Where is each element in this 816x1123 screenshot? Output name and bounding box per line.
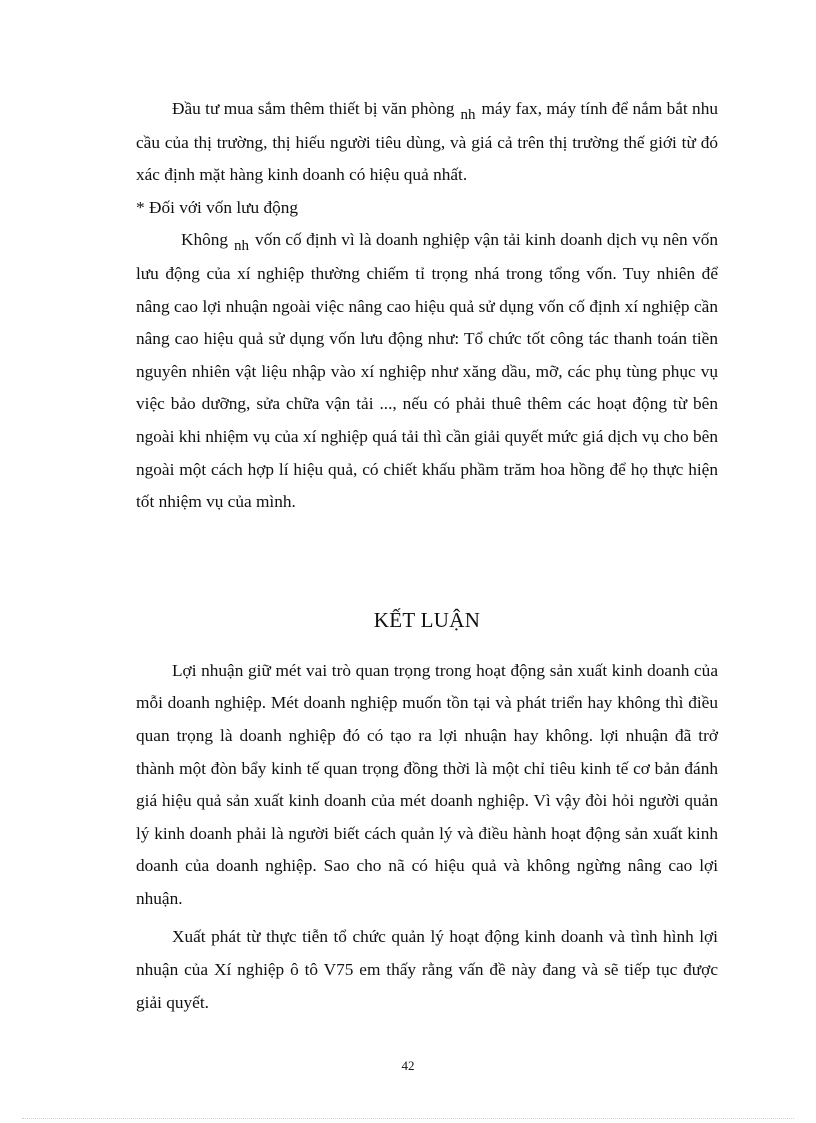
paragraph-working-capital xyxy=(136,224,718,518)
subscript-fragment: nh xyxy=(234,238,250,255)
page-bottom-divider xyxy=(22,1118,794,1119)
paragraph-text-part: vốn cố định vì là doanh nghiệp vận tải kinh doanh dịch vụ nên vốn lưu động của xí nghiệp thường chiếm tỉ trọng nhá trong tổng vốn. Tuy nhiên để nâng cao lợi nhuận ngoài việc nâng cao hiệu quả sử dụng vốn cố định xí nghiệp cần nâng cao hiệu quả sử dụng vốn lưu động như: Tổ chức tốt công tác thanh toán tiền nguyên nhiên vật liệu nhập vào xí nghiệp như xăng dầu, mỡ, các phụ tùng phục vụ việc bảo dưỡng, sửa chữa vận tải ..., nếu có phải thuê thêm các hoạt động từ bên ngoài khi nhiệm vụ của xí nghiệp quá tải thì cần giải quyết mức giá dịch vụ cho bên ngoài một cách hợp lí hiệu quả, có chiết khấu phầm trăm hoa hồng để họ thực hiện tốt nhiệm vụ của mình. xyxy=(136,230,718,512)
paragraph-text-part: Không xyxy=(181,230,229,250)
paragraph-conclusion-1: Lợi nhuận giữ mét vai trò quan trọng trong hoạt động sản xuất kinh doanh của mỗi doanh nghiệp. Mét doanh nghiệp muốn tồn tại và phát triển hay không thì điều quan trọng là doanh nghiệp đó có tạo ra lợi nhuận hay không. lợi nhuận đã trở thành một đòn bẩy kinh tế quan trọng đồng thời là một chỉ tiêu kinh tế cơ bản đánh giá hiệu quả sản xuất kinh doanh của mét doanh nghiệp. Vì vậy đòi hỏi người quản lý kinh doanh phải là người biết cách quản lý và điều hành hoạt động sản xuất kinh doanh của doanh nghiệp. Sao cho nã có hiệu quả và không ngừng nâng cao lợi nhuận. xyxy=(136,660,718,908)
bullet-heading-working-capital: * Đối với vốn lưu động xyxy=(136,197,299,217)
page-number: 42 xyxy=(401,1058,415,1073)
paragraph-text-part: máy fax, máy tính để nắm bắt nhu cầu của thị trường, thị hiếu người tiêu dùng, và giá cả trên thị trường thế giới từ đó xác định mặt hàng kinh doanh có hiệu quả nhất. xyxy=(136,99,718,185)
conclusion-heading: KẾT LUẬN xyxy=(373,607,481,632)
paragraph-equipment-investment xyxy=(136,93,718,192)
subscript-fragment: nh xyxy=(460,107,476,123)
paragraph-conclusion-2: Xuất phát từ thực tiễn tổ chức quản lý hoạt động kinh doanh và tình hình lợi nhuận của Xí nghiệp ô tô V75 em thấy rằng vấn đề này đang và sẽ tiếp tục được giải quyết. xyxy=(136,927,718,1012)
document-body xyxy=(136,93,718,1019)
paragraph-text-part: Đầu tư mua sắm thêm thiết bị văn phòng xyxy=(172,99,455,118)
